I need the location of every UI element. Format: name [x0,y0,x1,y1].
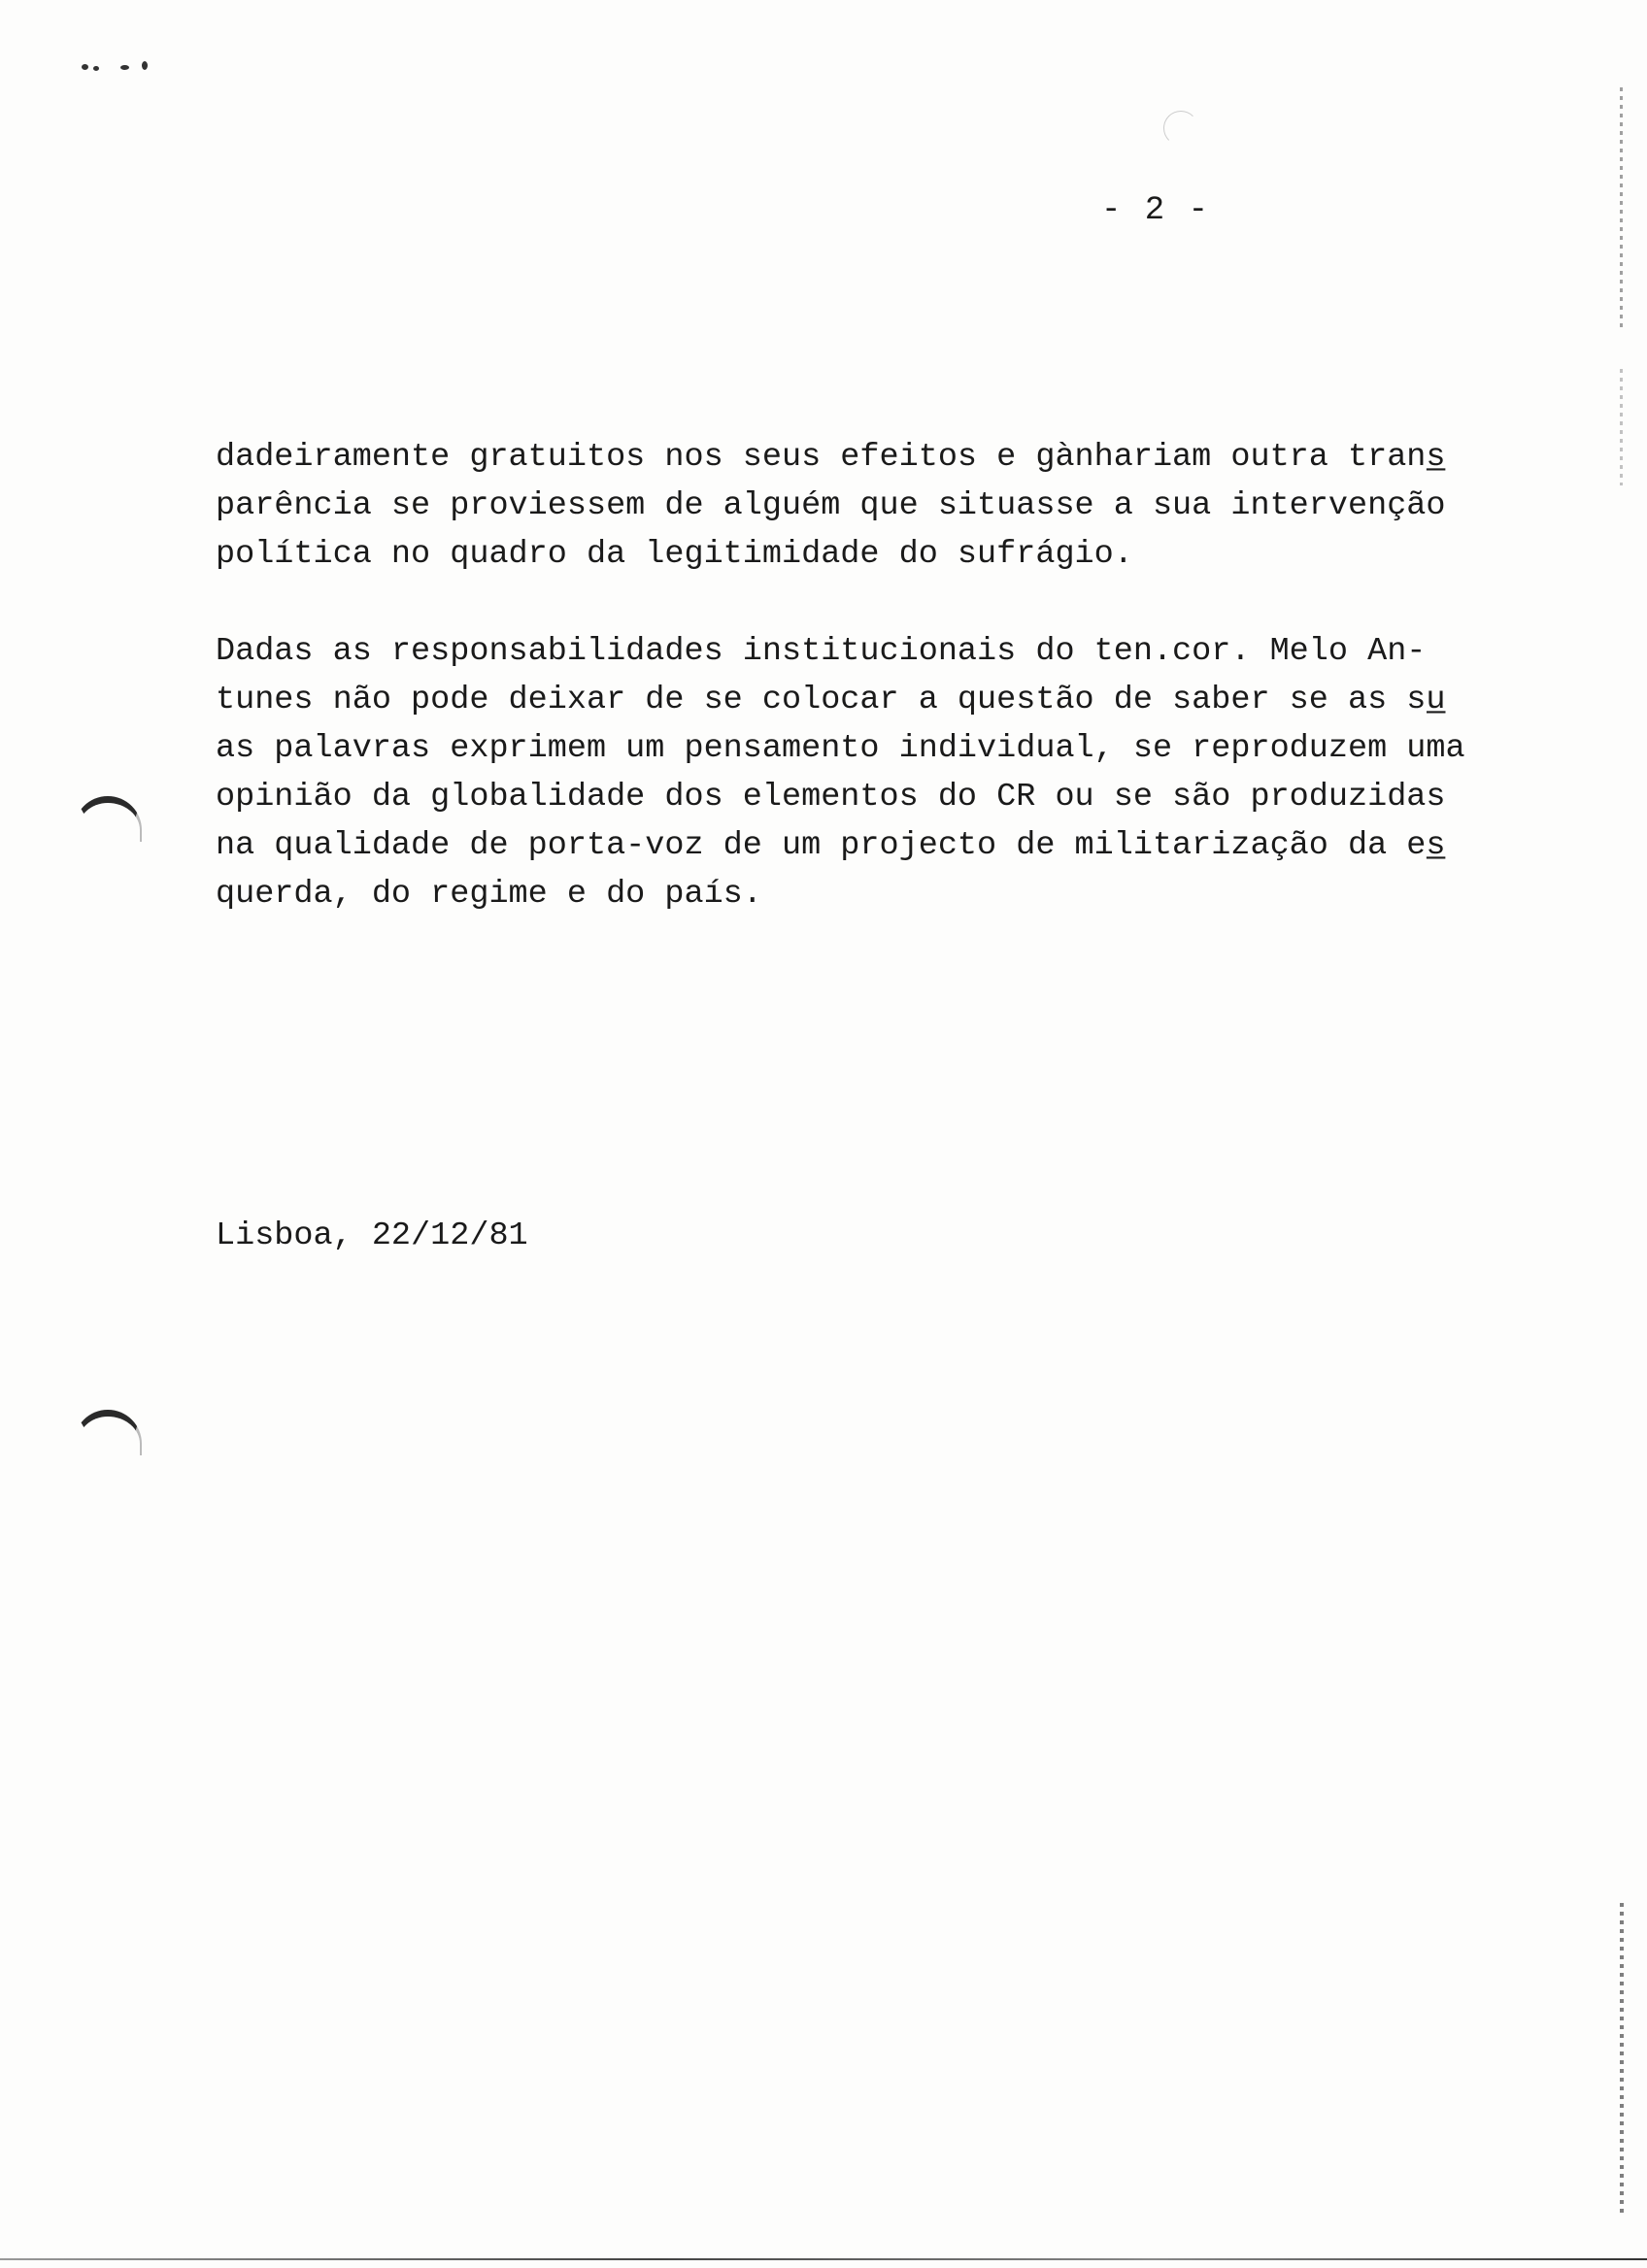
text-line: política no quadro da legitimidade do sufrágio. [216,536,1133,573]
scan-edge-artifact [1620,1903,1624,2214]
text-line: opinião da globalidade dos elementos do CR ou se são produzidas [216,779,1446,816]
text-line: querda, do regime e do país. [216,876,762,913]
punch-hole-mark [74,796,142,842]
paragraph-2 [216,627,1478,918]
scan-edge-artifact [1620,369,1623,485]
page-number: - 2 - [1101,192,1211,229]
punch-hole-mark [74,1410,142,1455]
text-line: tunes não pode deixar de se colocar a questão de saber se as su̲ [216,682,1446,718]
text-line: dadeiramente gratuitos nos seus efeitos e gànhariam outra trans̲ [216,439,1446,476]
text-line: Dadas as responsabilidades institucionais do ten.cor. Melo An- [216,633,1427,670]
text-line: parência se proviessem de alguém que situasse a sua intervenção [216,487,1446,524]
paragraph-1 [216,433,1478,579]
scan-edge-artifact [1620,87,1623,330]
scan-bottom-edge [0,2258,1647,2260]
text-line: as palavras exprimem um pensamento individual, se reproduzem uma [216,730,1465,767]
scan-specks [82,56,188,80]
scan-mark [1163,111,1198,146]
text-line: na qualidade de porta-voz de um projecto de militarização da es̲ [216,827,1446,864]
place-date: Lisboa, 22/12/81 [216,1217,528,1254]
